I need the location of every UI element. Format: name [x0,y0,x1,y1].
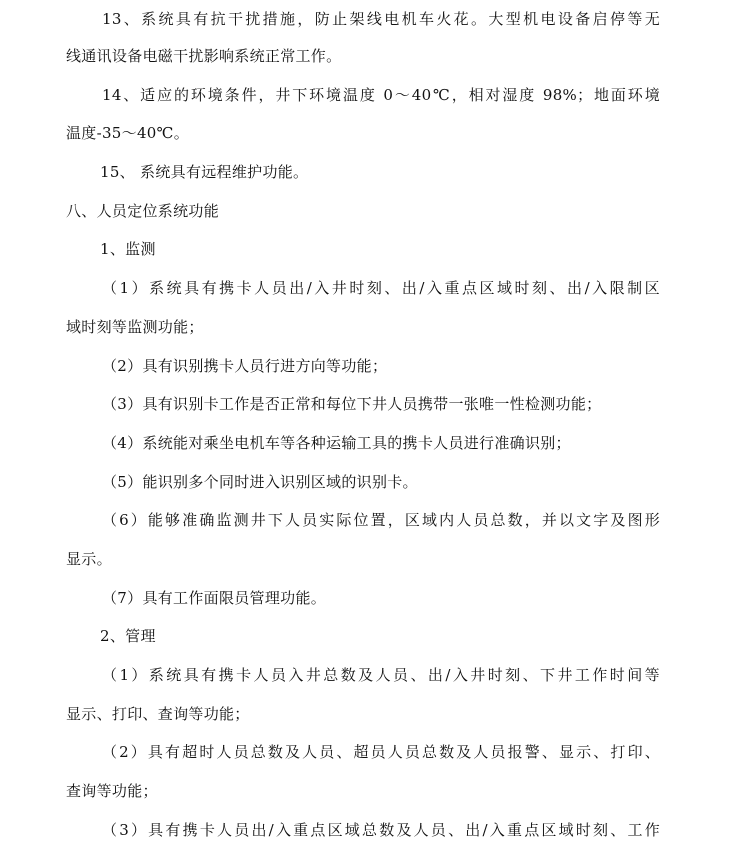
subheading-management: 2、管理 [100,627,156,645]
monitor-item-2: （2）具有识别携卡人员行进方向等功能； [102,357,388,375]
monitor-item-1-line-2: 域时刻等监测功能； [66,318,204,336]
section-heading-8: 八、人员定位系统功能 [66,202,220,220]
manage-item-2-line-2: 查询等功能； [66,782,158,800]
paragraph-14-line-2: 温度-35～40℃。 [66,124,190,142]
paragraph-14-line-1: 14、适应的环境条件，井下环境温度 0～40℃，相对湿度 98%；地面环境 [102,86,660,104]
monitor-item-6-line-1: （6）能够准确监测井下人员实际位置，区域内人员总数，并以文字及图形 [102,511,660,529]
manage-item-3-line-1: （3）具有携卡人员出/入重点区域总数及人员、出/入重点区域时刻、工作 [102,821,660,839]
monitor-item-1-line-1: （1）系统具有携卡人员出/入井时刻、出/入重点区域时刻、出/入限制区 [102,279,660,297]
manage-item-1-line-2: 显示、打印、查询等功能； [66,705,250,723]
monitor-item-4: （4）系统能对乘坐电机车等各种运输工具的携卡人员进行准确识别； [102,434,571,452]
monitor-item-3: （3）具有识别卡工作是否正常和每位下井人员携带一张唯一性检测功能； [102,395,602,413]
manage-item-2-line-1: （2）具有超时人员总数及人员、超员人员总数及人员报警、显示、打印、 [102,743,660,761]
manage-item-1-line-1: （1）系统具有携卡人员入井总数及人员、出/入井时刻、下井工作时间等 [102,666,660,684]
monitor-item-6-line-2: 显示。 [66,550,112,568]
paragraph-15: 15、 系统具有远程维护功能。 [100,163,309,181]
paragraph-13-line-2: 线通讯设备电磁干扰影响系统正常工作。 [66,47,342,65]
monitor-item-5: （5）能识别多个同时进入识别区域的识别卡。 [102,473,418,491]
subheading-monitoring: 1、监测 [100,240,156,258]
paragraph-13-line-1: 13、系统具有抗干扰措施，防止架线电机车火花。大型机电设备启停等无 [102,10,660,28]
monitor-item-7: （7）具有工作面限员管理功能。 [102,589,327,607]
